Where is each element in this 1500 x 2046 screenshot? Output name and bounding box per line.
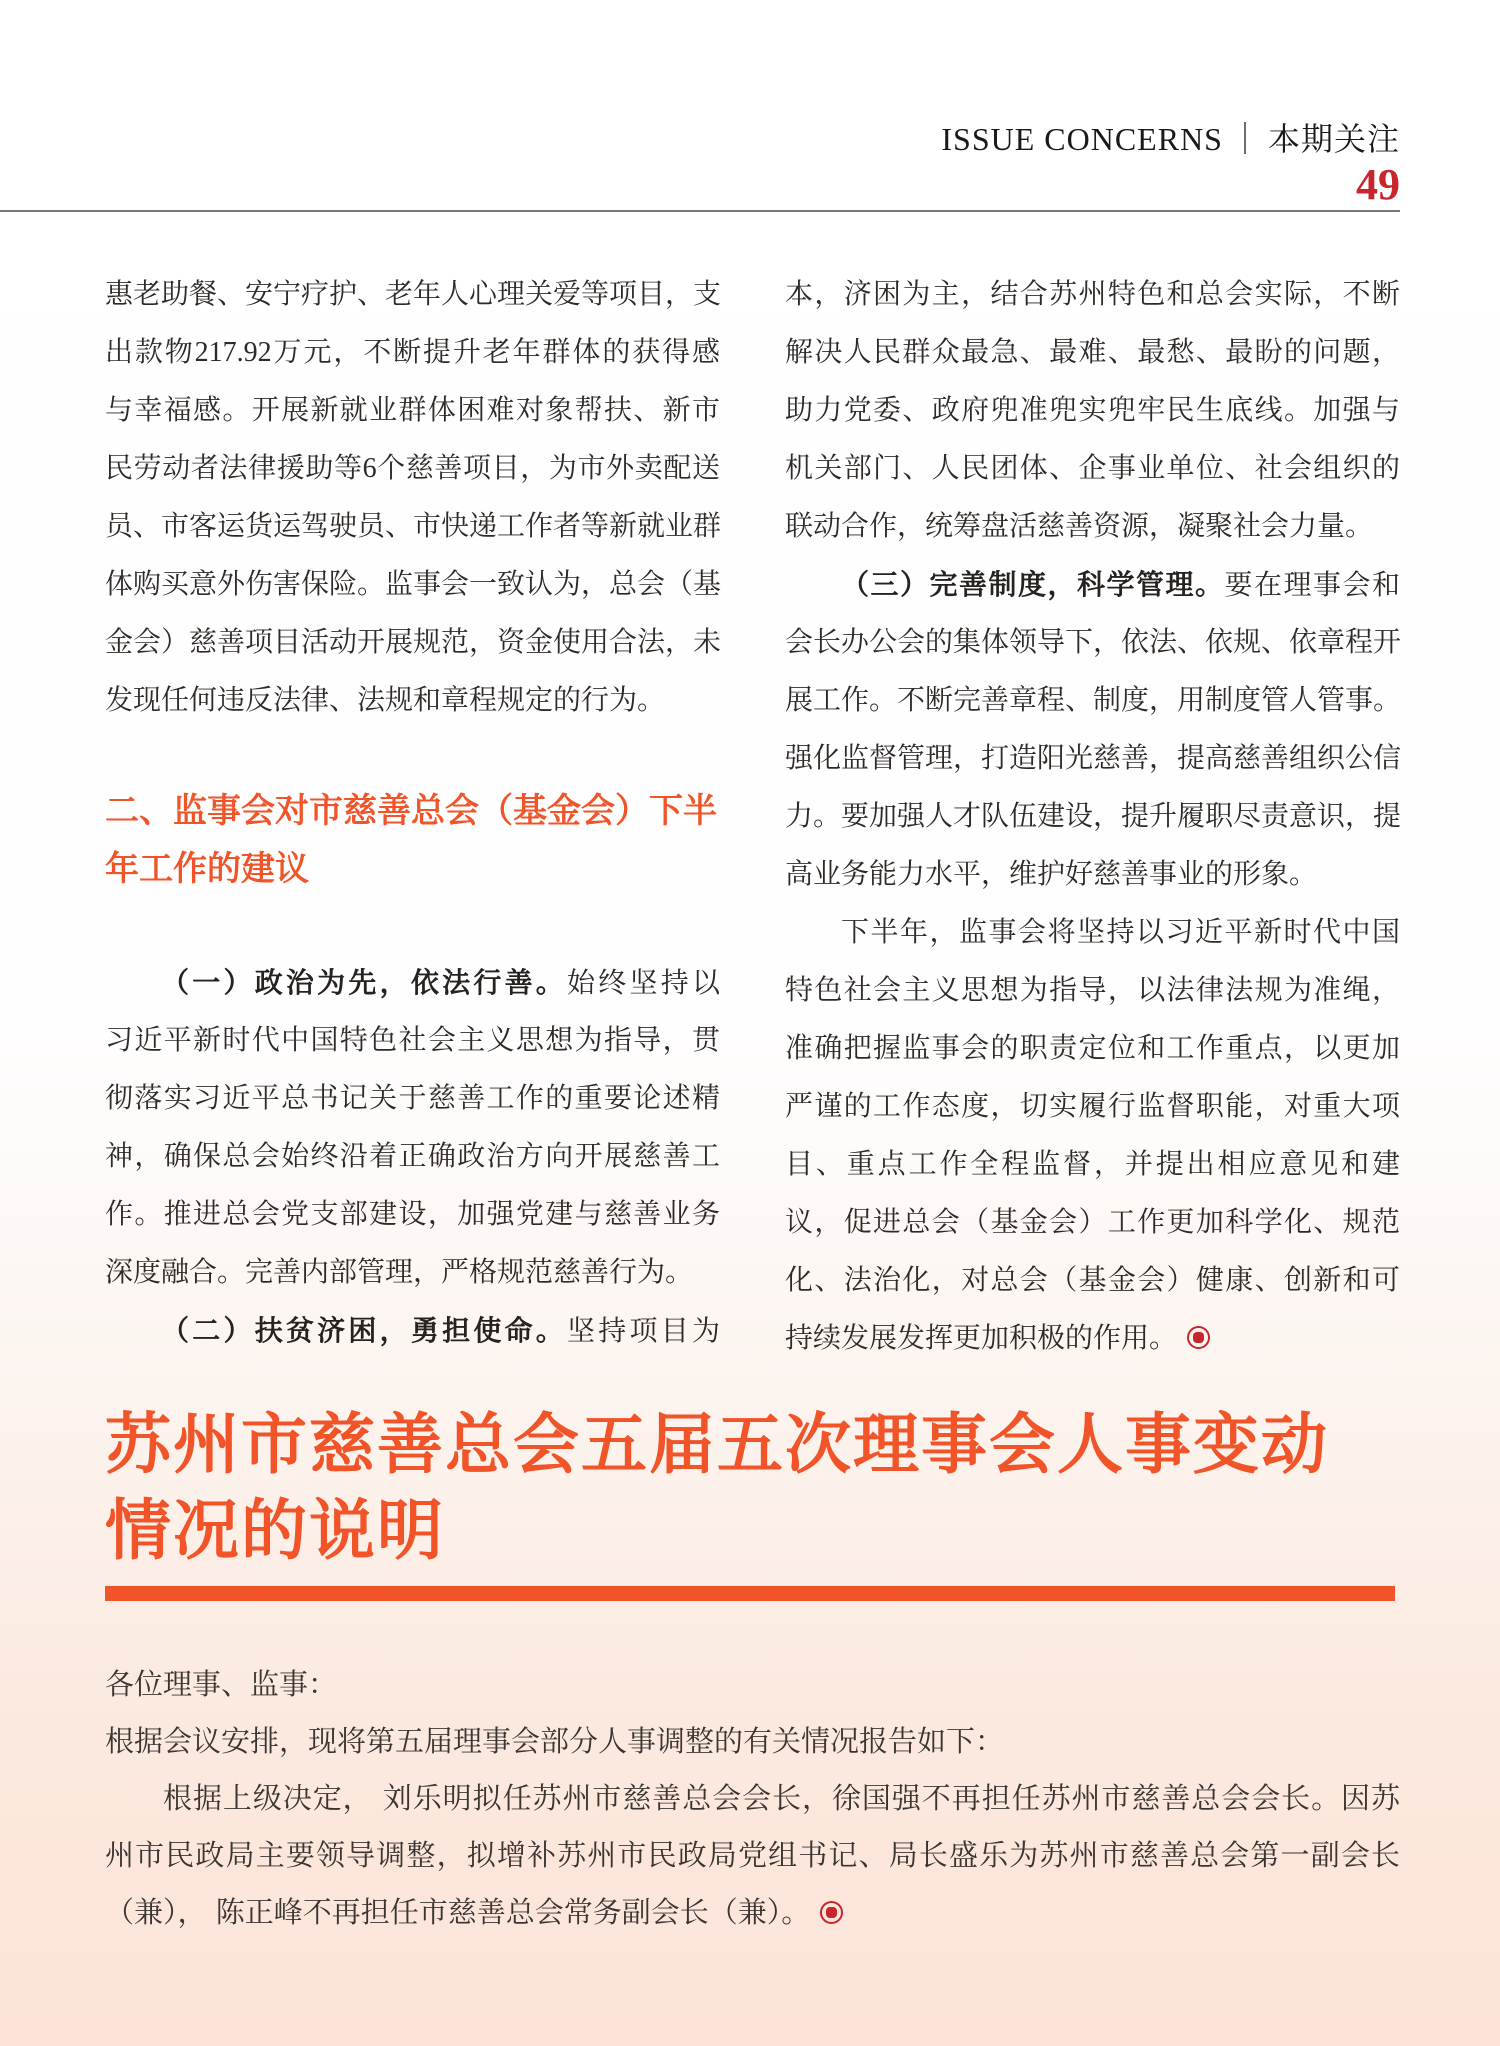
text-line: 目、重点工作全程监督，并提出相应意见和建 [785, 1149, 1400, 1180]
article2-title [105, 1402, 1400, 1574]
text-line: 民劳动者法律援助等6个慈善项目，为市外卖配送 [105, 453, 720, 484]
title-rule-bar [105, 1586, 1395, 1601]
text-line: （三）完善制度，科学管理。要在理事会和 [841, 568, 1400, 601]
article-body [105, 266, 1400, 1368]
paragraph-gap [105, 898, 720, 954]
text-line: 金会）慈善项目活动开展规范，资金使用合法，未 [105, 627, 722, 658]
text-line: 惠老助餐、安宁疗护、老年人心理关爱等项目，支 [105, 279, 722, 310]
text-line: （二）扶贫济困，勇担使命。坚持项目为 [161, 1314, 720, 1347]
header-rule [0, 210, 1400, 212]
text-line: 准确把握监事会的职责定位和工作重点，以更加 [785, 1033, 1400, 1064]
text-line: 力。要加强人才队伍建设，提升履职尽责意识，提 [785, 801, 1402, 832]
bold-lead-in: （三）完善制度，科学管理。 [841, 568, 1225, 601]
text-line: 联动合作，统筹盘活慈善资源，凝聚社会力量。 [785, 511, 1374, 542]
right-column [785, 266, 1400, 1368]
text-line: 严谨的工作态度，切实履行监督职能，对重大项 [785, 1091, 1400, 1122]
text-line: 各位理事、监事： [105, 1667, 338, 1701]
paragraph-gap [105, 730, 720, 782]
text-line: 强化监督管理，打造阳光慈善，提高慈善组织公信 [785, 743, 1402, 774]
article2-body [105, 1656, 1400, 1941]
text-line: 体购买意外伤害保险。监事会一致认为，总会（基 [105, 569, 722, 600]
header-title [941, 116, 1400, 162]
text-line: 助力党委、政府兜准兜实兜牢民生底线。加强与 [785, 395, 1400, 426]
text-line: 解决人民群众最急、最难、最愁、最盼的问题， [785, 337, 1400, 368]
text-line: 习近平新时代中国特色社会主义思想为指导，贯 [105, 1025, 720, 1056]
text-line: 深度融合。完善内部管理，严格规范慈善行为。 [105, 1257, 694, 1288]
article-end-seal-icon [1187, 1326, 1210, 1349]
text-line: 神，确保总会始终沿着正确政治方向开展慈善工 [105, 1141, 720, 1172]
text-line: 彻落实习近平总书记关于慈善工作的重要论述精 [105, 1083, 720, 1114]
header-title-zh: 本期关注 [1267, 121, 1400, 157]
text-line: 本，济困为主，结合苏州特色和总会实际，不断 [785, 279, 1400, 310]
text-line: 与幸福感。开展新就业群体困难对象帮扶、新市 [105, 395, 720, 426]
bold-lead-in: （一）政治为先，依法行善。 [161, 966, 568, 999]
text-line: 机关部门、人民团体、企事业单位、社会组织的 [785, 453, 1400, 484]
text-line: （一）政治为先，依法行善。始终坚持以 [161, 966, 720, 999]
text-line: 根据会议安排，现将第五届理事会部分人事调整的有关情况报告如下： [105, 1724, 1005, 1758]
text-line: 持续发展发挥更加积极的作用。 [785, 1310, 1400, 1368]
text-line: 会长办公会的集体领导下，依法、依规、依章程开 [785, 627, 1402, 658]
section-heading-line: 二、监事会对市慈善总会（基金会）下半 [105, 791, 717, 831]
header-title-en: ISSUE CONCERNS [941, 121, 1223, 157]
text-line: 作。推进总会党支部建设，加强党建与慈善业务 [105, 1199, 720, 1230]
page-number: 49 [1356, 160, 1400, 209]
text-line: 化、法治化，对总会（基金会）健康、创新和可 [785, 1265, 1400, 1296]
text-line: 根据上级决定， 刘乐明拟任苏州市慈善总会会长，徐国强不再担任苏州市慈善总会会长。因苏 [163, 1781, 1400, 1815]
text-line: 州市民政局主要领导调整，拟增补苏州市民政局党组书记、局长盛乐为苏州市慈善总会第一副会长 [105, 1838, 1400, 1872]
text-line: 议，促进总会（基金会）工作更加科学化、规范 [785, 1207, 1400, 1238]
text-line: （兼）， 陈正峰不再担任市慈善总会常务副会长（兼）。 [105, 1884, 1400, 1941]
article-end-seal-icon [820, 1901, 843, 1924]
text-line: 员、市客运货运驾驶员、市快递工作者等新就业群 [105, 511, 722, 542]
text-line: 苏州市慈善总会五届五次理事会人事变动 [105, 1406, 1329, 1483]
page-header [941, 116, 1400, 208]
section-heading-line: 年工作的建议 [105, 849, 309, 889]
text-line: 出款物217.92万元，不断提升老年群体的获得感 [105, 337, 720, 368]
text-line: 情况的说明 [105, 1492, 445, 1569]
bold-lead-in: （二）扶贫济困，勇担使命。 [161, 1314, 568, 1347]
text-line: 高业务能力水平，维护好慈善事业的形象。 [785, 859, 1318, 890]
left-column [105, 266, 720, 1368]
text-line: 展工作。不断完善章程、制度，用制度管人管事。 [785, 685, 1402, 716]
text-line: 下半年，监事会将坚持以习近平新时代中国 [841, 917, 1400, 948]
header-separator: ｜ [1228, 121, 1262, 157]
text-line: 发现任何违反法律、法规和章程规定的行为。 [105, 685, 666, 716]
text-line: 特色社会主义思想为指导，以法律法规为准绳， [785, 975, 1400, 1006]
